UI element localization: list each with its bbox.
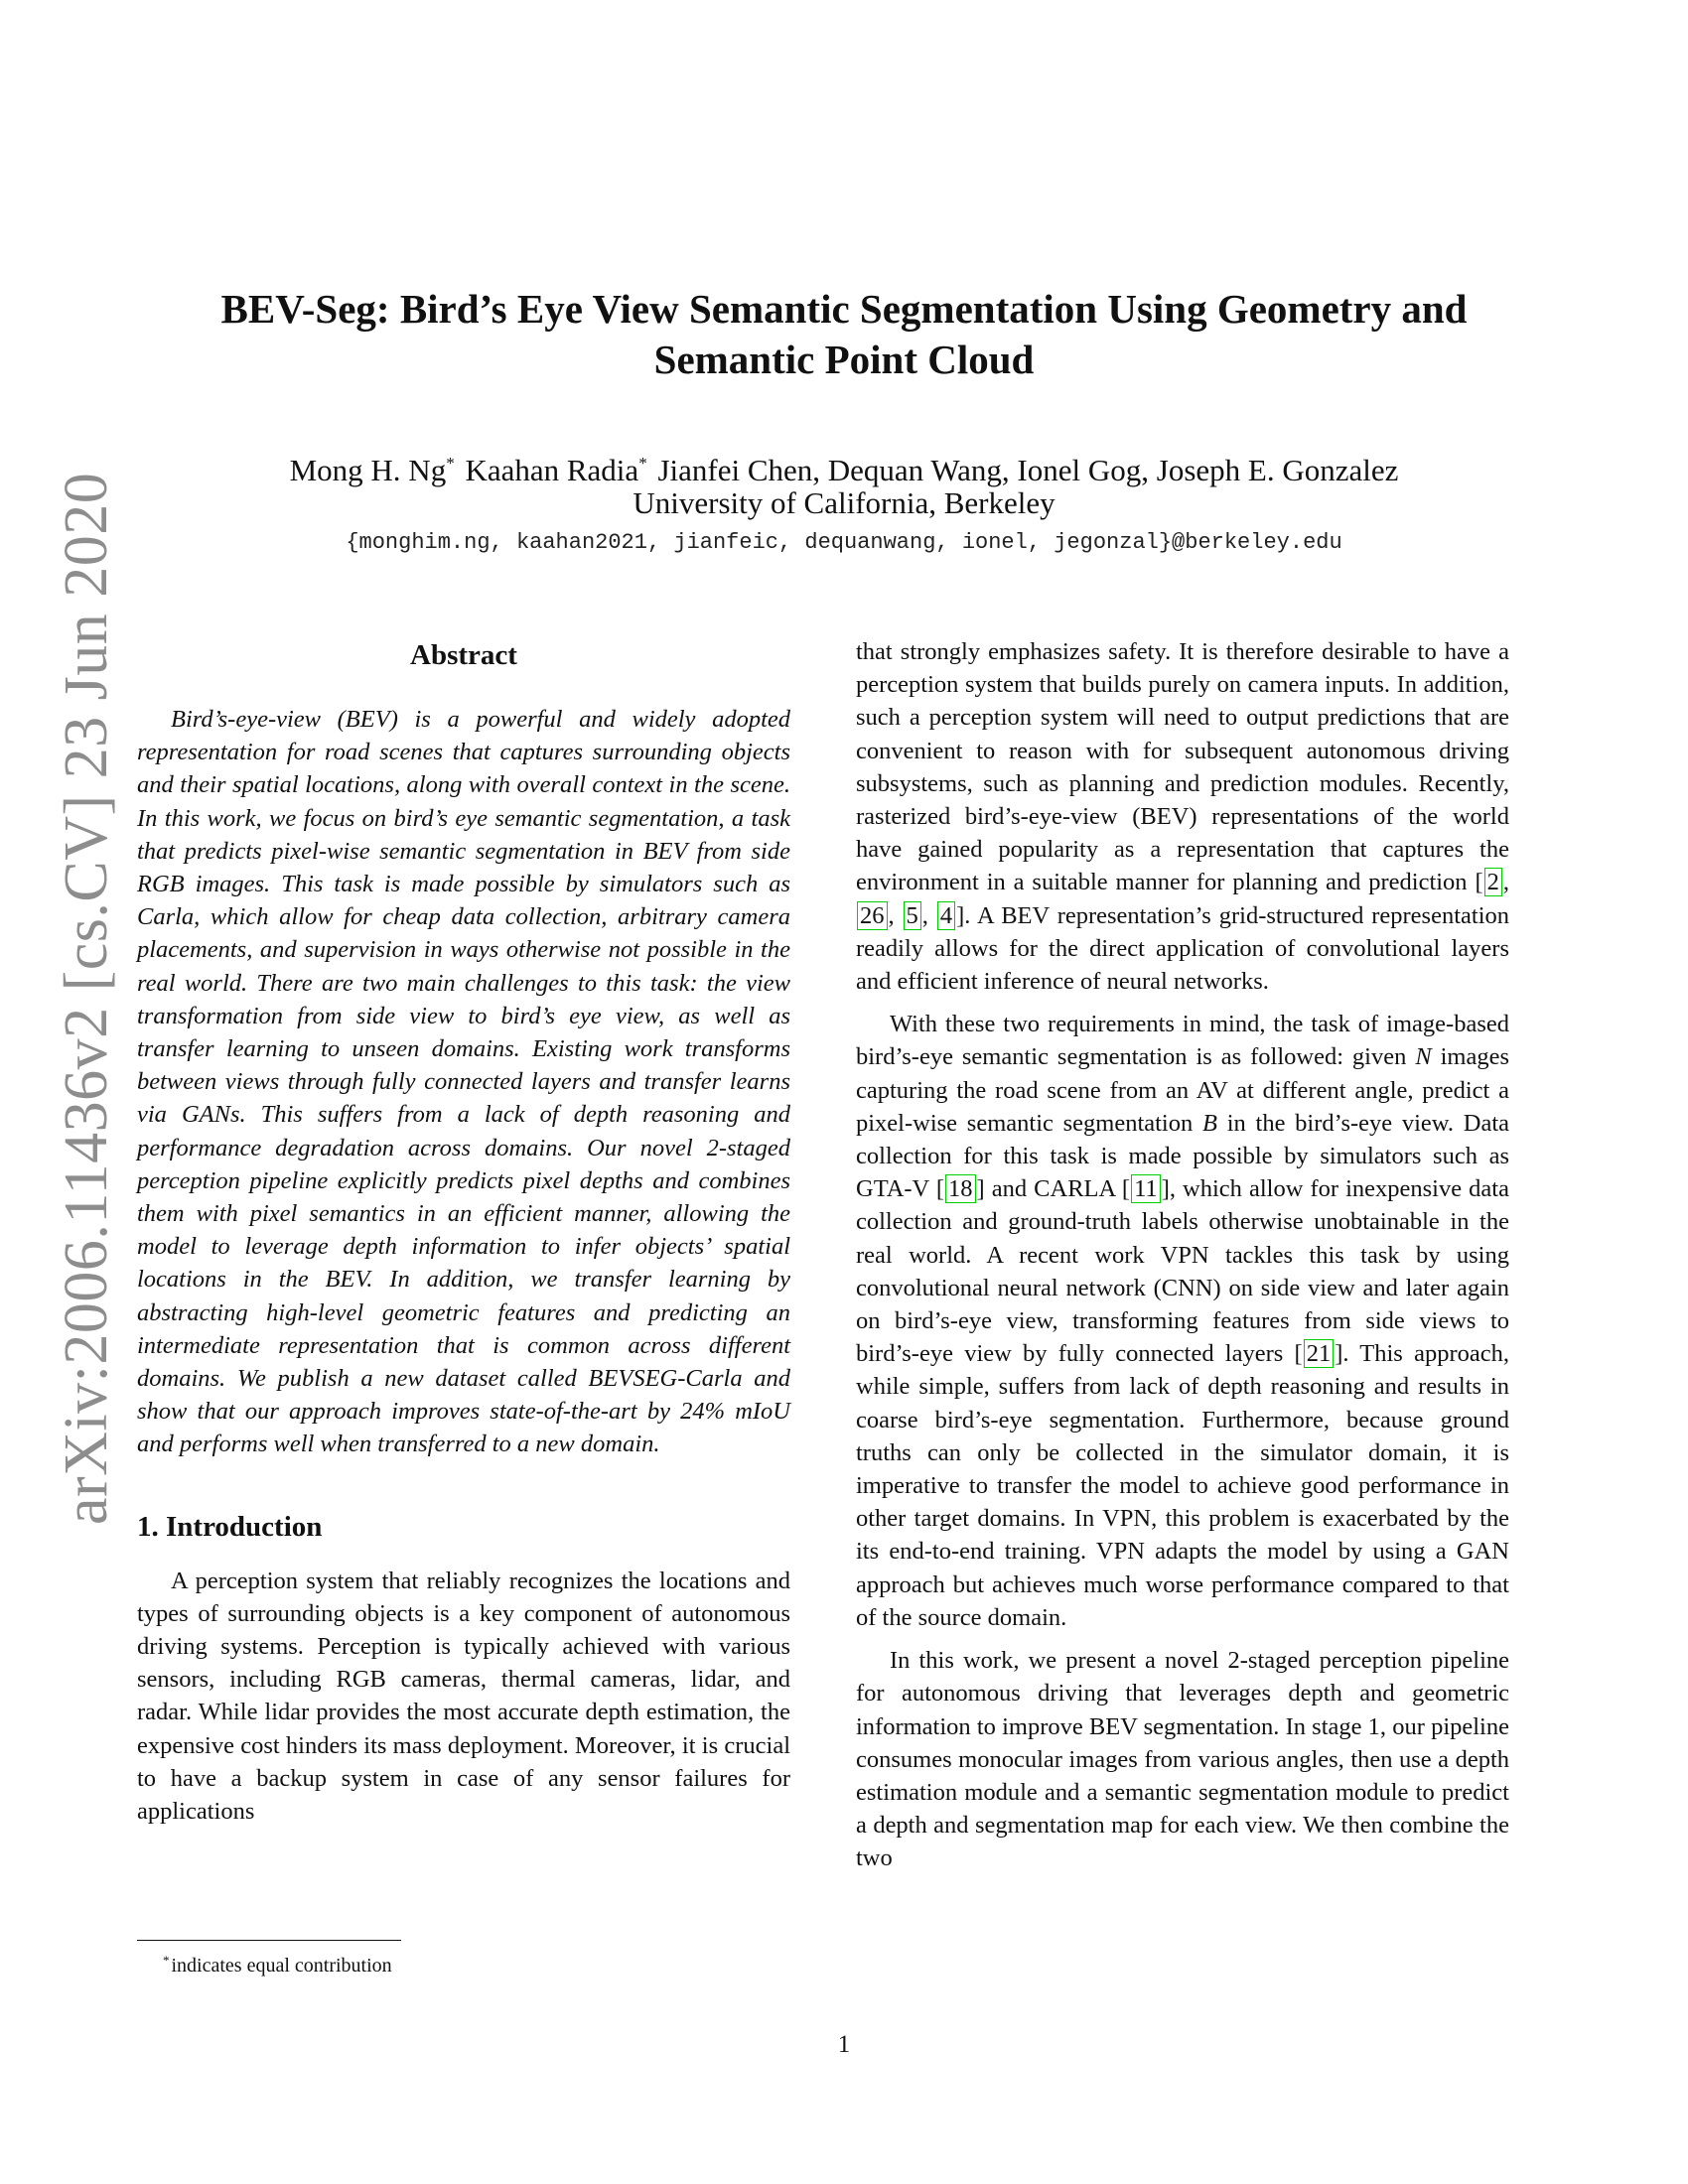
paragraph-text: . A BEV representation’s grid-structured representation readily allows for the direct application of convolutional layers and efficient inference of neural networks. (856, 901, 1510, 996)
paragraph-text: . This approach, while simple, suffers from lack of depth reasoning and results in coarse bird’s-eye segmentation. Furthermore, because ground truths can only be collected in the simulator domain, it is imperative to transfer the model to achieve good performance in other target domains. In VPN, this problem is exacerbated by the its end-to-end training. VPN adapts the model by using a GAN approach but achieves much worse performance compared to that of the source domain. (856, 1340, 1509, 1631)
affiliation: University of California, Berkeley (633, 485, 1055, 520)
author: Jianfei Chen (657, 453, 813, 487)
citation-link[interactable]: 18 (945, 1174, 976, 1203)
author-emails: {monghim.ng, kaahan2021, jianfeic, dequanwang, ionel, jegonzal}@berkeley.edu (346, 530, 1342, 555)
paragraph-text: , which allow for inexpensive data collection and ground-truth labels otherwise unobtainable in the real world. A recent work VPN tackles this task by using convolutional neural network (CNN) on side view and later again on bird’s-eye view, transforming features from side views to bird’s-eye view by fully connected layers (856, 1175, 1509, 1368)
abstract-text: Bird’s-eye-view (BEV) is a powerful and widely adopted representation for road scenes that captures surrounding objects and their spatial locations, along with overall context in the scene. In this work, we focus on bird’s eye semantic segmentation, a task that predicts pixel-wise semantic segmentation in BEV from side RGB images. This task is made possible by simulators such as Carla, which allow for cheap data collection, arbitrary camera placements, and supervision in ways otherwise not possible in the real world. There are two main challenges to this task: the view transformation from side view to bird’s eye view, as well as transfer learning to unseen domains. Existing work transforms between views through fully connected layers and transfer learns via GANs. This suffers from a lack of depth reasoning and performance degradation across domains. Our novel 2-staged perception pipeline explicitly predicts pixel depths and combines them with pixel semantics in an efficient manner, allowing the model to leverage depth information to infer objects’ spatial locations in the BEV. In addition, we transfer learning by abstracting high-level geometric features and predicting an intermediate representation that is common across different domains. We publish a new dataset called BEVSEG-Carla and show that our approach improves state-of-the-art by 24% mIoU and performs well when transferred to a new domain. (137, 706, 790, 1458)
citation-link[interactable]: 26 (857, 901, 888, 930)
author: Ionel Gog (1017, 453, 1142, 487)
equal-contribution-mark: * (446, 454, 455, 473)
intro-paragraph-3: In this work, we present a novel 2-staged perception pipeline for autonomous driving that leverages depth and geometric information to improve BEV segmentation. In stage 1, our pipeline consumes monocular images from various angles, then use a depth estimation module and a semantic segmentation module to predict a depth and segmentation map for each view. We then combine the two (856, 1647, 1509, 1872)
citation-link[interactable]: 11 (1131, 1174, 1161, 1203)
math-variable: B (1202, 1109, 1217, 1137)
citation-link[interactable]: 5 (904, 901, 921, 930)
title-line-1: BEV-Seg: Bird’s Eye View Semantic Segmentation Using Geometry and (220, 286, 1468, 332)
citation-link[interactable]: 2 (1484, 868, 1502, 896)
intro-paragraph-2: With these two requirements in mind, the task of image-based bird’s-eye semantic segmentation is as followed: given N images capturing the road scene from an AV at different angle, predict a pixel-wise semantic segmentation B in the bird’s-eye view. Data collection for this task is made possible by simulators such as GTA-V [ 18 ] and CARLA [ 11 ], which allow for inexpensive data collection and ground-truth labels otherwise unobtainable in the real world. A recent work VPN tackles this task by using convolutional neural network (CNN) on side view and later again on bird’s-eye view, transforming features from side views to bird’s-eye view by fully connected layers [ 21 ]. This approach, while simple, suffers from lack of depth reasoning and results in coarse bird’s-eye segmentation. Furthermore, because ground truths can only be collected in the simulator domain, it is imperative to transfer the model to achieve good performance in other target domains. In VPN, this problem is exacerbated by the its end-to-end training. VPN adapts the model by using a GAN approach but achieves much worse performance compared to that of the source domain. (856, 1011, 1510, 1631)
paragraph-text: images capturing the road scene from an AV at different angle, predict a pixel-wise semantic segmentation (856, 1043, 1509, 1137)
paper-title (0, 284, 1688, 385)
paragraph-text: With these two requirements in mind, the task of image-based bird’s-eye semantic segmentation is as followed: given (856, 1011, 1509, 1071)
author: Mong H. Ng (289, 453, 447, 487)
footnote-divider (137, 1940, 401, 1941)
right-column (856, 635, 1509, 1885)
author: Dequan Wang (827, 453, 1002, 487)
footnote-mark: * (163, 1953, 170, 1968)
author: Kaahan Radia (465, 453, 639, 487)
footnote (163, 1948, 392, 1979)
intro-paragraph-1-continued: that strongly emphasizes safety. It is therefore desirable to have a perception system that builds purely on camera inputs. In addition, such a perception system will need to output predictions that are convenient to reason with for subsequent autonomous driving subsystems, such as planning and prediction modules. Recently, rasterized bird’s-eye-view (BEV) representations of the world have gained popularity as a representation that captures the environment in a suitable manner for planning and prediction [ 2 , 26 , 5 , 4 ]. A BEV representation’s grid-structured representation readily allows for the direct application of convolutional layers and efficient inference of neural networks. (856, 638, 1510, 996)
abstract-heading: Abstract (410, 639, 517, 671)
paragraph-text: in the bird’s-eye view. Data collection for this task is made possible by simulators such as GTA-V (856, 1109, 1510, 1203)
citation-link[interactable]: 4 (937, 901, 955, 930)
paragraph-text: and CARLA (991, 1175, 1115, 1203)
citation-link[interactable]: 21 (1304, 1339, 1335, 1368)
page-number: 1 (837, 2031, 851, 2058)
arxiv-stamp: arXiv:2006.11436v2 [cs.CV] 23 Jun 2020 (53, 472, 120, 1525)
math-variable: N (1415, 1043, 1432, 1071)
paragraph-text: that strongly emphasizes safety. It is therefore desirable to have a perception system that builds purely on camera inputs. In addition, such a perception system will need to output predictions that are convenient to reason with for subsequent autonomous driving subsystems, such as planning and prediction modules. Recently, rasterized bird’s-eye-view (BEV) representations of the world have gained popularity as a representation that captures the environment in a suitable manner for planning and prediction (856, 638, 1509, 896)
intro-paragraph-1: A perception system that reliably recognizes the locations and types of surrounding objects is a key component of autonomous driving systems. Perception is typically achieved with various sensors, including RGB cameras, thermal cameras, lidar, and radar. While lidar provides the most accurate depth estimation, the expensive cost hinders its mass deployment. Moreover, it is crucial to have a backup system in case of any sensor failures for applications (137, 1567, 790, 1826)
introduction-heading: 1. Introduction (137, 1510, 323, 1543)
equal-contribution-mark: * (638, 454, 647, 473)
author-list: Mong H. Ng* Kaahan Radia* Jianfei Chen, Dequan Wang, Ionel Gog, Joseph E. Gonzalez (289, 453, 1399, 487)
author: Joseph E. Gonzalez (1156, 453, 1399, 487)
footnote-text: indicates equal contribution (171, 1955, 392, 1977)
left-column (137, 635, 790, 1838)
title-line-2: Semantic Point Cloud (653, 337, 1035, 382)
